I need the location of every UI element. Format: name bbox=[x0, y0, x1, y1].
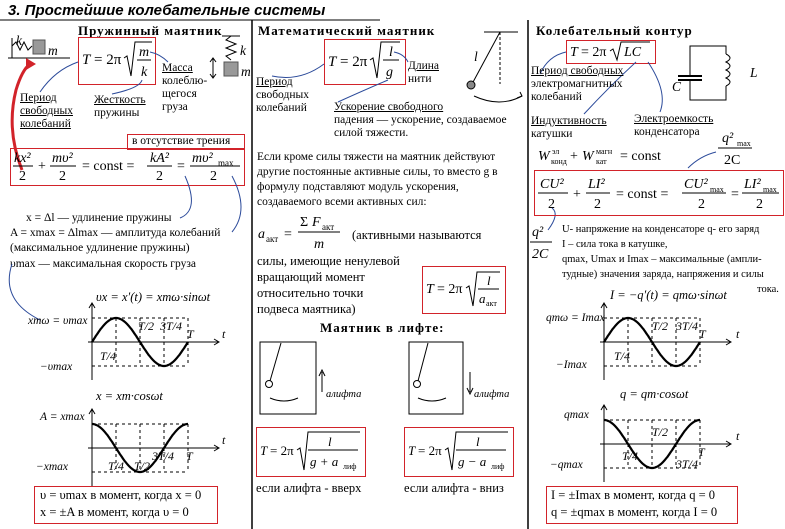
svg-text:a: a bbox=[479, 291, 486, 306]
svg-text:m: m bbox=[139, 45, 150, 60]
svg-text:лиф: лиф bbox=[491, 462, 505, 471]
svg-text:2: 2 bbox=[156, 169, 163, 184]
svg-text:max: max bbox=[218, 158, 234, 168]
svg-text:max: max bbox=[710, 185, 724, 194]
svg-text:k: k bbox=[141, 65, 148, 80]
a-act-note: (активными называются bbox=[352, 228, 482, 242]
svg-text:эл: эл bbox=[552, 147, 560, 156]
svg-text:= const =: = const = bbox=[616, 187, 669, 202]
svg-text:2: 2 bbox=[59, 169, 66, 184]
svg-text:= 2π: = 2π bbox=[418, 443, 442, 458]
svg-text:T: T bbox=[408, 443, 416, 458]
svg-text:акт: акт bbox=[322, 222, 335, 232]
no-friction: в отсутствие трения bbox=[132, 135, 231, 147]
svg-text:W: W bbox=[582, 149, 594, 164]
tick-label: T/4 bbox=[100, 349, 117, 363]
svg-text:F: F bbox=[312, 215, 321, 230]
def-A: A = xmax = Δlmax — амплитуда колебаний bbox=[10, 227, 221, 239]
svg-text:l: l bbox=[487, 273, 491, 288]
tick-label: T/4 bbox=[108, 459, 125, 473]
tick-label: T bbox=[699, 327, 706, 341]
lift-down-label: aлифта bbox=[474, 389, 510, 400]
lift-up-label: aлифта bbox=[326, 389, 362, 400]
tick-label: T bbox=[186, 449, 193, 463]
svg-text:+: + bbox=[570, 149, 578, 164]
svg-text:CU²: CU² bbox=[684, 177, 708, 192]
svg-text:g + a: g + a bbox=[310, 454, 339, 469]
lc-definitions: U- напряжение на конденсаторе q- его заряд I – сила тока в катушке, qmax, Umax и Imax – максимальные (ампли- тудные) значения заряда, напряжения и силы тока. bbox=[562, 224, 779, 295]
svg-text:= 2π: = 2π bbox=[437, 282, 463, 297]
label-mass: Масса колеблю- щегося груза bbox=[162, 62, 208, 113]
tick-label: 3T/4 bbox=[676, 457, 699, 471]
tick-label: 3T/4 bbox=[676, 319, 699, 333]
svg-text:=: = bbox=[731, 187, 739, 202]
tick-label: T/2 bbox=[138, 319, 155, 333]
tick-label: t bbox=[222, 327, 226, 341]
svg-text:акт: акт bbox=[486, 299, 497, 308]
svg-text:mυ²: mυ² bbox=[192, 151, 213, 166]
spring-k2: k bbox=[240, 43, 246, 58]
svg-text:m: m bbox=[314, 237, 325, 252]
spring-k: k bbox=[16, 33, 22, 48]
svg-text:kA²: kA² bbox=[150, 151, 169, 166]
lc-graph1-eq: I = −q′(t) = qmω·sinωt bbox=[610, 288, 727, 302]
label-period2: Период свободных колебаний bbox=[256, 76, 309, 114]
graph2-eq: x = xm·cosωt bbox=[96, 389, 163, 403]
svg-text:2C: 2C bbox=[724, 153, 741, 168]
circuit-L: L bbox=[750, 65, 758, 80]
svg-text:a: a bbox=[258, 227, 265, 242]
svg-text:g − a: g − a bbox=[458, 454, 487, 469]
cond1: υ = υmax в момент, когда x = 0 bbox=[40, 488, 202, 502]
lc-cond2: q = ±qmax в момент, когда I = 0 bbox=[551, 505, 718, 519]
svg-text:лиф: лиф bbox=[343, 462, 357, 471]
svg-text:max: max bbox=[737, 139, 751, 148]
label-period: Период свободных колебаний bbox=[20, 92, 73, 130]
lc-graph2-bottom: −qmax bbox=[550, 459, 583, 471]
lc-graph1-top: qmω = Imax bbox=[546, 312, 605, 324]
col1-title: Пружинный маятник bbox=[78, 23, 223, 38]
svg-text:2: 2 bbox=[756, 197, 763, 212]
svg-text:2: 2 bbox=[19, 169, 26, 184]
lc-cond1: I = ±Imax в момент, когда q = 0 bbox=[551, 488, 716, 502]
circuit-C: C bbox=[672, 79, 682, 94]
svg-text:l: l bbox=[476, 434, 480, 449]
graph2-top: A = xmax bbox=[40, 411, 85, 423]
tick-label: T/4 bbox=[622, 449, 639, 463]
label-accel: Ускорение свободного падения — ускорение, создаваемое силой тяжести. bbox=[334, 101, 507, 139]
svg-text:q²: q² bbox=[722, 131, 734, 146]
spring-m2: m bbox=[241, 64, 251, 79]
tick-label: t bbox=[222, 433, 226, 447]
svg-text:магн: магн bbox=[596, 147, 613, 156]
tick-label: T/2 bbox=[652, 319, 669, 333]
svg-text:T: T bbox=[570, 45, 578, 60]
svg-text:2C: 2C bbox=[532, 247, 549, 262]
graph1-bottom: −υmax bbox=[40, 361, 73, 373]
label-length: Длина нити bbox=[408, 60, 439, 85]
tick-label: T/2 bbox=[134, 459, 151, 473]
svg-text:T: T bbox=[328, 54, 337, 70]
tick-label: T/4 bbox=[614, 349, 631, 363]
tick-label: 3T/4 bbox=[160, 319, 183, 333]
tick-label: T bbox=[698, 445, 705, 459]
svg-text:q²: q² bbox=[532, 225, 544, 240]
svg-text:+: + bbox=[573, 187, 581, 202]
col3-title: Колебательный контур bbox=[536, 23, 693, 38]
svg-text:кат: кат bbox=[596, 157, 607, 166]
svg-text:=: = bbox=[284, 227, 292, 242]
graph1-top: xmω = υmax bbox=[28, 315, 88, 327]
cap-up: если aлифта - вверх bbox=[256, 481, 362, 495]
def-vmax: υmax — максимальная скорость груза bbox=[10, 258, 197, 270]
para-active-forces: Если кроме силы тяжести на маятник действуют другие постоянные активные силы, то вместо g в формулу подставляют модуль ускорения, создаваемого всеми активных сил: bbox=[257, 151, 498, 208]
lc-graph1-bottom: −Imax bbox=[556, 359, 587, 371]
label-capacitance: Электроемкость конденсатора bbox=[634, 113, 714, 138]
svg-text:W: W bbox=[538, 149, 550, 164]
svg-text:= const: = const bbox=[620, 149, 661, 164]
svg-text:T: T bbox=[426, 282, 434, 297]
spring-m: m bbox=[48, 43, 58, 58]
def-A2: (максимальное удлинение пружины) bbox=[10, 242, 190, 254]
lift-title: Маятник в лифте: bbox=[320, 320, 445, 335]
svg-text:mυ²: mυ² bbox=[52, 151, 73, 166]
svg-text:+: + bbox=[38, 159, 46, 174]
svg-text:T: T bbox=[82, 52, 91, 68]
svg-text:= 2π: = 2π bbox=[270, 443, 294, 458]
label-inductance: Индуктивность катушки bbox=[531, 115, 607, 140]
svg-text:Σ: Σ bbox=[300, 215, 309, 230]
svg-text:LI²: LI² bbox=[744, 177, 761, 192]
svg-text:LI²: LI² bbox=[588, 177, 605, 192]
svg-text:2: 2 bbox=[698, 197, 705, 212]
cap-down: если aлифта - вниз bbox=[404, 481, 504, 495]
svg-text:g: g bbox=[386, 65, 393, 80]
svg-text:= 2π: = 2π bbox=[581, 45, 607, 60]
svg-text:=: = bbox=[177, 159, 185, 174]
tick-label: T/2 bbox=[652, 425, 669, 439]
svg-text:= const =: = const = bbox=[82, 159, 135, 174]
svg-text:= 2π: = 2π bbox=[94, 52, 122, 68]
lc-graph2-eq: q = qm·cosωt bbox=[620, 387, 689, 401]
cond2: x = ±A в момент, когда υ = 0 bbox=[40, 505, 189, 519]
col2-title: Математический маятник bbox=[258, 23, 436, 38]
svg-text:конд: конд bbox=[551, 157, 567, 166]
para-torque: силы, имеющие ненулевой вращающий момент относительно точки подвеса маятника) bbox=[257, 254, 400, 316]
svg-text:l: l bbox=[328, 434, 332, 449]
svg-text:kx²: kx² bbox=[14, 151, 31, 166]
tick-label: T bbox=[187, 327, 194, 341]
svg-text:2: 2 bbox=[594, 197, 601, 212]
tick-label: t bbox=[736, 327, 740, 341]
svg-text:2: 2 bbox=[548, 197, 555, 212]
pendulum-l: l bbox=[474, 49, 478, 64]
svg-text:2: 2 bbox=[210, 169, 217, 184]
tick-label: 3T/4 bbox=[152, 449, 175, 463]
graph1-eq: υx = x′(t) = xmω·sinωt bbox=[96, 290, 211, 304]
svg-text:= 2π: = 2π bbox=[340, 54, 368, 70]
svg-text:LC: LC bbox=[624, 45, 642, 60]
svg-text:CU²: CU² bbox=[540, 177, 564, 192]
svg-text:l: l bbox=[389, 45, 393, 60]
graph2-bottom: −xmax bbox=[36, 461, 69, 473]
label-lc-period: Период свободных электромагнитных колебаний bbox=[531, 65, 624, 103]
label-stiffness: Жесткость пружины bbox=[94, 94, 146, 119]
page-title: 3. Простейшие колебательные системы bbox=[8, 2, 326, 19]
lc-graph2-top: qmax bbox=[564, 409, 589, 421]
svg-text:T: T bbox=[260, 443, 268, 458]
svg-text:акт: акт bbox=[266, 234, 279, 244]
tick-label: t bbox=[736, 429, 740, 443]
def-x: x = Δl — удлинение пружины bbox=[26, 212, 172, 224]
svg-text:max: max bbox=[763, 185, 777, 194]
